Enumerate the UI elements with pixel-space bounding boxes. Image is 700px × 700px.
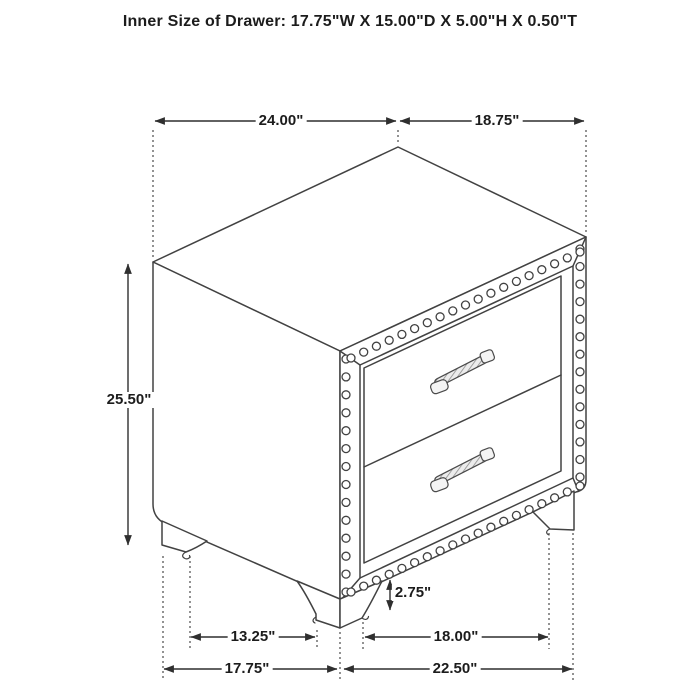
nailhead-icon — [576, 403, 584, 411]
nailhead-icon — [576, 482, 584, 490]
nailhead-icon — [487, 289, 495, 297]
nailhead-icon — [462, 535, 470, 543]
nailhead-icon — [487, 523, 495, 531]
nailhead-icon — [576, 420, 584, 428]
nailhead-icon — [342, 552, 350, 560]
nailhead-icon — [462, 301, 470, 309]
nailhead-icon — [342, 534, 350, 542]
nailhead-icon — [436, 547, 444, 555]
dim-label-front-leg-spacing: 18.00" — [431, 629, 482, 645]
nailhead-icon — [342, 391, 350, 399]
nailhead-icon — [372, 576, 380, 584]
nailhead-icon — [385, 336, 393, 344]
nailhead-icon — [576, 248, 584, 256]
nailhead-icon — [576, 263, 584, 271]
nailhead-icon — [342, 570, 350, 578]
nailhead-icon — [500, 517, 508, 525]
nailhead-icon — [372, 342, 380, 350]
nailhead-icon — [423, 553, 431, 561]
nailhead-icon — [449, 307, 457, 315]
nailhead-icon — [563, 488, 571, 496]
nailhead-icon — [576, 350, 584, 358]
dim-label-top-depth: 24.00" — [256, 113, 307, 129]
nailhead-icon — [551, 494, 559, 502]
nailhead-icon — [423, 319, 431, 327]
nailhead-icon — [411, 325, 419, 333]
nailhead-icon — [525, 272, 533, 280]
nailhead-icon — [342, 373, 350, 381]
cabinet-outline — [153, 147, 586, 601]
nailhead-icon — [411, 559, 419, 567]
nailhead-icon — [342, 463, 350, 471]
nailhead-icon — [474, 295, 482, 303]
nailhead-icon — [576, 385, 584, 393]
nailhead-icon — [342, 481, 350, 489]
nailhead-icon — [576, 315, 584, 323]
dim-label-leg-height: 2.75" — [392, 585, 434, 601]
nailhead-icon — [538, 266, 546, 274]
dim-label-side-leg-spacing: 13.25" — [228, 629, 279, 645]
nailhead-icon — [576, 438, 584, 446]
nailhead-icon — [500, 283, 508, 291]
nailhead-icon — [538, 500, 546, 508]
dim-label-overall-width: 22.50" — [430, 661, 481, 677]
nailhead-icon — [576, 368, 584, 376]
nailhead-icon — [342, 409, 350, 417]
nailhead-icon — [563, 254, 571, 262]
dim-label-overall-depth: 17.75" — [222, 661, 273, 677]
nailhead-icon — [360, 348, 368, 356]
nailhead-icon — [551, 260, 559, 268]
nailhead-icon — [576, 456, 584, 464]
nailhead-icon — [576, 298, 584, 306]
nailhead-icon — [398, 330, 406, 338]
nailhead-icon — [525, 506, 533, 514]
nailhead-icon — [576, 280, 584, 288]
nailhead-icon — [398, 564, 406, 572]
nailhead-icon — [385, 570, 393, 578]
nailhead-icon — [342, 516, 350, 524]
dim-label-overall-height: 25.50" — [104, 392, 155, 408]
nailhead-icon — [347, 588, 355, 596]
dim-label-top-width: 18.75" — [472, 113, 523, 129]
nailhead-icon — [347, 354, 355, 362]
nailhead-icon — [342, 427, 350, 435]
nailhead-icon — [474, 529, 482, 537]
diagram-title: Inner Size of Drawer: 17.75"W X 15.00"D X 5.00"H X 0.50"T — [122, 13, 578, 30]
nailhead-icon — [436, 313, 444, 321]
nailhead-icon — [449, 541, 457, 549]
nailhead-icon — [576, 333, 584, 341]
nailhead-icon — [360, 582, 368, 590]
nailhead-icon — [512, 511, 520, 519]
nailhead-icon — [342, 445, 350, 453]
nailhead-icon — [342, 498, 350, 506]
nailhead-icon — [576, 473, 584, 481]
nailhead-icon — [512, 277, 520, 285]
